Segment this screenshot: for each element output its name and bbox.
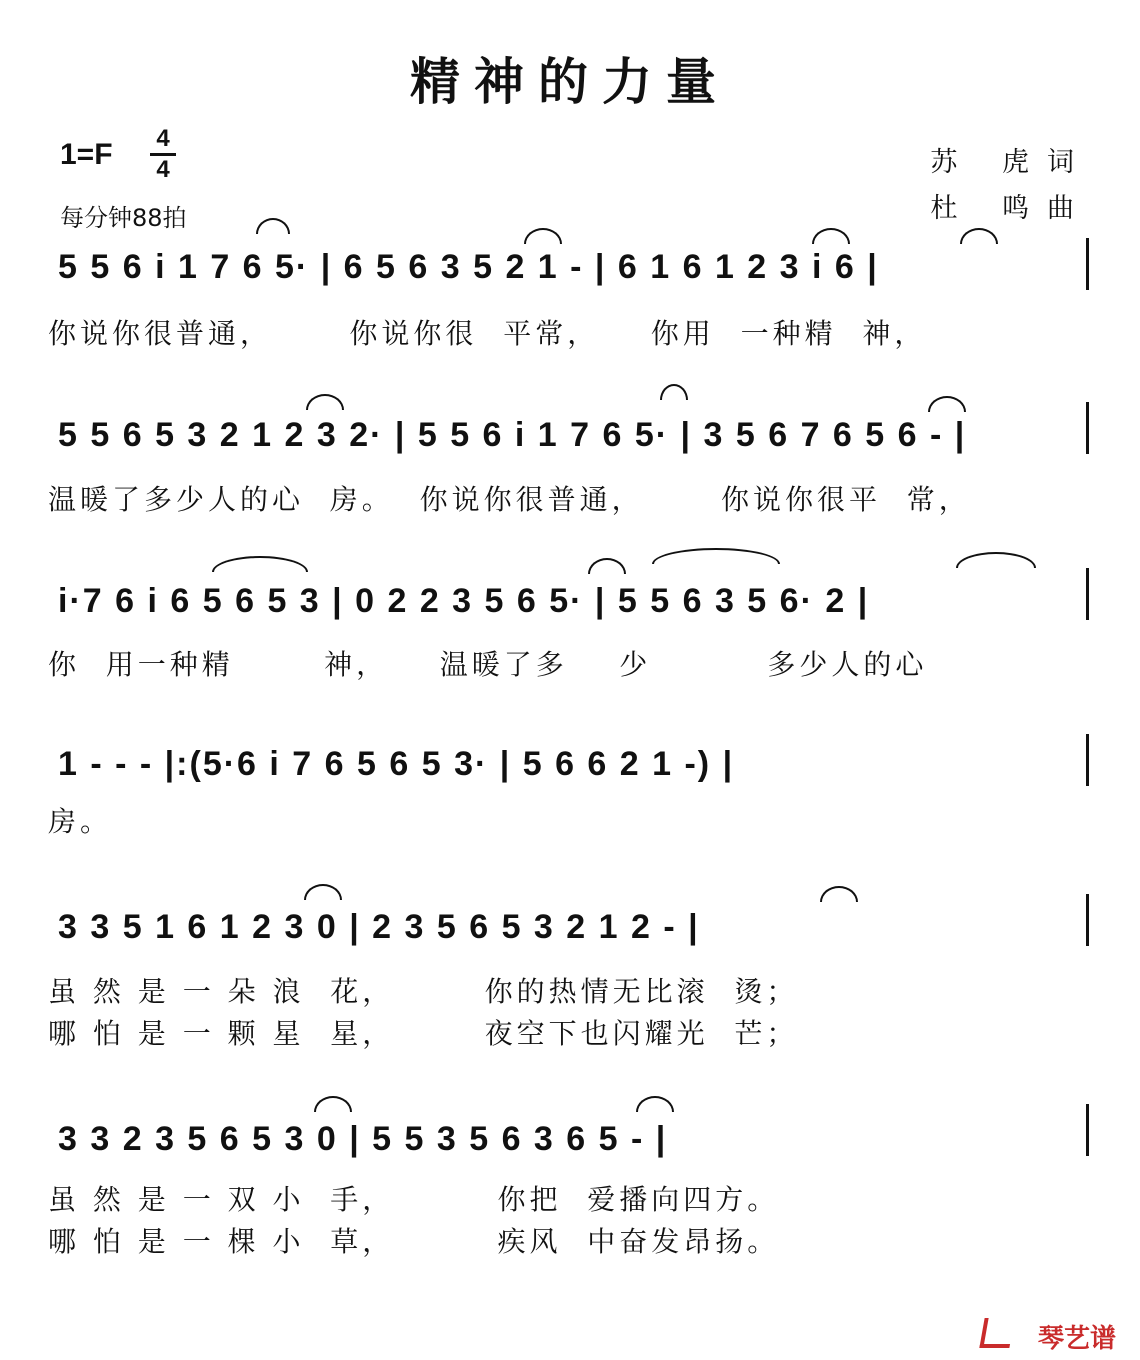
slur (960, 228, 998, 244)
slur (652, 548, 780, 564)
slur (304, 884, 342, 900)
bar-line (1086, 402, 1089, 454)
song-title: 精神的力量 (410, 52, 730, 111)
tempo-marking: 每分钟88拍 (60, 204, 187, 232)
slur (820, 886, 858, 902)
logo-icon (979, 1318, 1014, 1348)
notation-row-5: 3 3 5 1 6 1 2 3 0 | 2 3 5 6 5 3 2 1 2 - | (58, 908, 700, 946)
notation-row-6: 3 3 2 3 5 6 5 3 0 | 5 5 3 5 6 3 6 5 - | (58, 1120, 668, 1158)
lyricist-credit: 苏 虎词 (930, 147, 1092, 178)
slur (636, 1096, 674, 1112)
slur (524, 228, 562, 244)
notation-row-2: 5 5 6 5 3 2 1 2 3 2· | 5 5 6 i 1 7 6 5· | 3 5 6 7 6 5 6 - | (58, 416, 967, 454)
slur (812, 228, 850, 244)
notation-row-4: 1 - - - |:(5·6 i 7 6 5 6 5 3· | 5 6 6 2 1 -) | (58, 745, 735, 783)
slur (660, 384, 688, 400)
lyric-row-4: 房。 (48, 805, 113, 838)
time-sig-top: 4 (156, 125, 170, 152)
slur (588, 558, 626, 574)
slur (314, 1096, 352, 1112)
lyric-row-6-verse-2: 哪 怕 是 一 棵 小 草， 疾风 中奋发昂扬。 (48, 1225, 780, 1258)
lyric-row-3: 你 用一种精 神， 温暖了多 少 多少人的心 (48, 648, 928, 681)
time-sig-bottom: 4 (156, 156, 170, 183)
bar-line (1086, 238, 1089, 290)
composer-credit: 杜 鸣曲 (930, 193, 1092, 224)
bar-line (1086, 734, 1089, 786)
key-signature: 1=F (60, 138, 113, 171)
watermark: 琴艺谱 (1037, 1324, 1116, 1354)
lyric-row-5-verse-1: 虽 然 是 一 朵 浪 花， 你的热情无比滚 烫； (48, 975, 799, 1008)
slur (256, 218, 290, 234)
lyric-row-6-verse-1: 虽 然 是 一 双 小 手， 你把 爱播向四方。 (48, 1183, 780, 1216)
time-signature (150, 126, 176, 183)
slur (928, 396, 966, 412)
slur (212, 556, 308, 572)
slur (306, 394, 344, 410)
bar-line (1086, 894, 1089, 946)
bar-line (1086, 568, 1089, 620)
lyric-row-2: 温暖了多少人的心 房。 你说你很普通， 你说你很平 常， (48, 483, 971, 516)
bar-line (1086, 1104, 1089, 1156)
slur (956, 552, 1036, 568)
lyric-row-1: 你说你很普通， 你说你很 平常， 你用 一种精 神， (48, 317, 927, 350)
lyric-row-5-verse-2: 哪 怕 是 一 颗 星 星， 夜空下也闪耀光 芒； (48, 1017, 799, 1050)
notation-row-3: i·7 6 i 6 5 6 5 3 | 0 2 2 3 5 6 5· | 5 5 6 3 5 6· 2 | (58, 582, 870, 620)
notation-row-1: 5 5 6 i 1 7 6 5· | 6 5 6 3 5 2 1 - | 6 1 6 1 2 3 i 6 | (58, 248, 879, 286)
